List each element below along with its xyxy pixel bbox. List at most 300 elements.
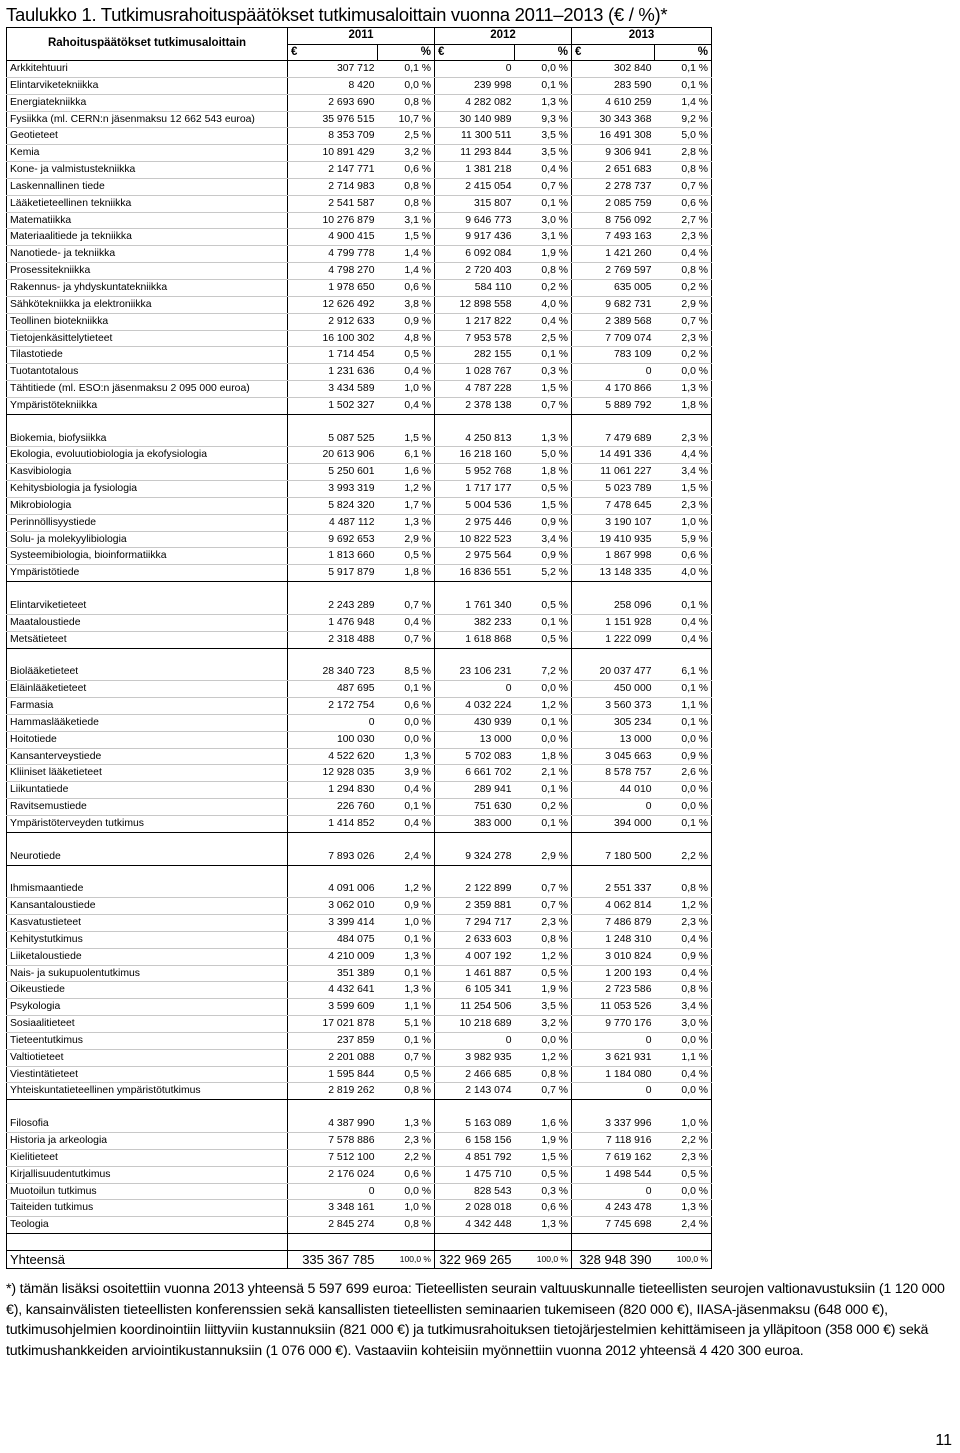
cell-pct-2013: 0,0 % bbox=[655, 1032, 712, 1049]
cell-pct-2013: 3,4 % bbox=[655, 464, 712, 481]
cell-pct-2013: 1,4 % bbox=[655, 94, 712, 111]
table-row bbox=[7, 765, 712, 782]
cell-pct-2012: 0,7 % bbox=[515, 898, 572, 915]
cell-eur-2011: 237 859 bbox=[288, 1032, 378, 1049]
table-row bbox=[7, 145, 712, 162]
cell-field-name: Kielitieteet bbox=[7, 1149, 288, 1166]
cell-eur-2011: 8 353 709 bbox=[288, 128, 378, 145]
cell-eur-2012: 2 415 054 bbox=[435, 178, 515, 195]
cell-field-name: Materiaalitiede ja tekniikka bbox=[7, 229, 288, 246]
spacer-cell bbox=[572, 1234, 655, 1251]
table-row bbox=[7, 464, 712, 481]
cell-eur-2011: 20 613 906 bbox=[288, 447, 378, 464]
group-spacer-row bbox=[7, 648, 712, 664]
cell-pct-2011: 0,8 % bbox=[378, 178, 435, 195]
cell-pct-2013: 1,1 % bbox=[655, 698, 712, 715]
cell-eur-2013: 1 867 998 bbox=[572, 548, 655, 565]
cell-pct-2013: 0,1 % bbox=[655, 815, 712, 832]
cell-pct-2012: 0,6 % bbox=[515, 1200, 572, 1217]
cell-eur-2012: 584 110 bbox=[435, 279, 515, 296]
cell-pct-2013: 0,0 % bbox=[655, 782, 712, 799]
cell-eur-2011: 4 210 009 bbox=[288, 948, 378, 965]
cell-eur-2013: 1 151 928 bbox=[572, 614, 655, 631]
table-row bbox=[7, 111, 712, 128]
table-row bbox=[7, 782, 712, 799]
table-row bbox=[7, 565, 712, 582]
cell-eur-2011: 4 798 270 bbox=[288, 263, 378, 280]
cell-field-name: Teologia bbox=[7, 1217, 288, 1234]
cell-pct-2012: 0,8 % bbox=[515, 263, 572, 280]
cell-eur-2013: 13 000 bbox=[572, 731, 655, 748]
total-eur-2011: 335 367 785 bbox=[288, 1250, 378, 1268]
cell-pct-2012: 0,1 % bbox=[515, 77, 572, 94]
cell-eur-2013: 394 000 bbox=[572, 815, 655, 832]
cell-eur-2011: 4 900 415 bbox=[288, 229, 378, 246]
cell-pct-2012: 3,4 % bbox=[515, 531, 572, 548]
cell-pct-2013: 2,3 % bbox=[655, 330, 712, 347]
cell-eur-2012: 6 661 702 bbox=[435, 765, 515, 782]
spacer-cell bbox=[378, 582, 435, 598]
cell-pct-2011: 1,0 % bbox=[378, 915, 435, 932]
cell-eur-2011: 3 399 414 bbox=[288, 915, 378, 932]
cell-eur-2012: 0 bbox=[435, 61, 515, 78]
spacer-cell bbox=[515, 582, 572, 598]
cell-pct-2012: 0,8 % bbox=[515, 931, 572, 948]
table-row bbox=[7, 999, 712, 1016]
cell-pct-2011: 0,6 % bbox=[378, 162, 435, 179]
cell-pct-2011: 0,5 % bbox=[378, 548, 435, 565]
cell-pct-2013: 0,6 % bbox=[655, 195, 712, 212]
cell-eur-2012: 5 004 536 bbox=[435, 497, 515, 514]
table-row bbox=[7, 330, 712, 347]
total-pct-2011: 100,0 % bbox=[378, 1250, 435, 1268]
cell-eur-2013: 0 bbox=[572, 1183, 655, 1200]
cell-eur-2013: 635 005 bbox=[572, 279, 655, 296]
cell-eur-2011: 4 432 641 bbox=[288, 982, 378, 999]
spacer-cell bbox=[7, 1234, 288, 1251]
table-row bbox=[7, 1183, 712, 1200]
cell-pct-2013: 0,4 % bbox=[655, 614, 712, 631]
spacer-cell bbox=[655, 865, 712, 881]
cell-eur-2011: 5 250 601 bbox=[288, 464, 378, 481]
table-row bbox=[7, 447, 712, 464]
cell-eur-2011: 17 021 878 bbox=[288, 1016, 378, 1033]
cell-field-name: Matematiikka bbox=[7, 212, 288, 229]
cell-eur-2011: 7 893 026 bbox=[288, 849, 378, 865]
cell-pct-2011: 0,1 % bbox=[378, 681, 435, 698]
table-row bbox=[7, 881, 712, 897]
cell-eur-2012: 828 543 bbox=[435, 1183, 515, 1200]
table-row bbox=[7, 815, 712, 832]
cell-eur-2012: 6 158 156 bbox=[435, 1133, 515, 1150]
cell-pct-2011: 0,1 % bbox=[378, 965, 435, 982]
cell-pct-2012: 3,5 % bbox=[515, 999, 572, 1016]
cell-eur-2013: 11 061 227 bbox=[572, 464, 655, 481]
cell-pct-2013: 4,0 % bbox=[655, 565, 712, 582]
cell-eur-2011: 1 231 636 bbox=[288, 364, 378, 381]
cell-eur-2012: 383 000 bbox=[435, 815, 515, 832]
cell-pct-2012: 0,7 % bbox=[515, 1083, 572, 1100]
cell-eur-2012: 5 702 083 bbox=[435, 748, 515, 765]
cell-pct-2012: 0,1 % bbox=[515, 195, 572, 212]
table-row bbox=[7, 748, 712, 765]
spacer-cell bbox=[7, 865, 288, 881]
cell-eur-2012: 16 218 160 bbox=[435, 447, 515, 464]
cell-eur-2012: 0 bbox=[435, 1032, 515, 1049]
spacer-cell bbox=[378, 1100, 435, 1116]
cell-eur-2011: 1 978 650 bbox=[288, 279, 378, 296]
cell-pct-2012: 2,5 % bbox=[515, 330, 572, 347]
cell-eur-2013: 0 bbox=[572, 364, 655, 381]
cell-pct-2012: 9,3 % bbox=[515, 111, 572, 128]
cell-pct-2011: 0,9 % bbox=[378, 313, 435, 330]
cell-eur-2012: 1 461 887 bbox=[435, 965, 515, 982]
cell-pct-2011: 1,5 % bbox=[378, 229, 435, 246]
table-row bbox=[7, 481, 712, 498]
cell-eur-2012: 1 381 218 bbox=[435, 162, 515, 179]
cell-pct-2013: 5,9 % bbox=[655, 531, 712, 548]
cell-eur-2013: 1 421 260 bbox=[572, 246, 655, 263]
cell-pct-2013: 2,3 % bbox=[655, 431, 712, 447]
spacer-cell bbox=[572, 865, 655, 881]
cell-pct-2011: 1,3 % bbox=[378, 982, 435, 999]
cell-eur-2012: 1 217 822 bbox=[435, 313, 515, 330]
table-row bbox=[7, 77, 712, 94]
cell-pct-2012: 0,3 % bbox=[515, 364, 572, 381]
cell-pct-2011: 1,5 % bbox=[378, 431, 435, 447]
table-row bbox=[7, 1116, 712, 1132]
cell-eur-2012: 2 359 881 bbox=[435, 898, 515, 915]
cell-pct-2013: 0,4 % bbox=[655, 931, 712, 948]
cell-pct-2012: 3,0 % bbox=[515, 212, 572, 229]
table-row bbox=[7, 229, 712, 246]
table-row bbox=[7, 849, 712, 865]
cell-pct-2011: 6,1 % bbox=[378, 447, 435, 464]
cell-eur-2013: 7 486 879 bbox=[572, 915, 655, 932]
spacer-cell bbox=[7, 832, 288, 848]
table-row bbox=[7, 1149, 712, 1166]
cell-pct-2013: 0,8 % bbox=[655, 982, 712, 999]
cell-eur-2011: 5 917 879 bbox=[288, 565, 378, 582]
cell-eur-2012: 6 092 084 bbox=[435, 246, 515, 263]
cell-pct-2012: 0,9 % bbox=[515, 548, 572, 565]
spacer-cell bbox=[655, 1234, 712, 1251]
cell-pct-2011: 0,7 % bbox=[378, 631, 435, 648]
cell-eur-2012: 4 787 228 bbox=[435, 381, 515, 398]
spacer-cell bbox=[435, 648, 515, 664]
cell-pct-2013: 0,1 % bbox=[655, 61, 712, 78]
cell-field-name: Hoitotiede bbox=[7, 731, 288, 748]
cell-pct-2011: 0,0 % bbox=[378, 731, 435, 748]
table-row bbox=[7, 364, 712, 381]
cell-pct-2011: 5,1 % bbox=[378, 1016, 435, 1033]
cell-pct-2012: 1,6 % bbox=[515, 1116, 572, 1132]
cell-pct-2011: 2,2 % bbox=[378, 1149, 435, 1166]
cell-field-name: Kemia bbox=[7, 145, 288, 162]
cell-field-name: Taiteiden tutkimus bbox=[7, 1200, 288, 1217]
cell-eur-2013: 3 010 824 bbox=[572, 948, 655, 965]
cell-field-name: Rakennus- ja yhdyskuntatekniikka bbox=[7, 279, 288, 296]
cell-eur-2011: 2 693 690 bbox=[288, 94, 378, 111]
cell-pct-2011: 0,4 % bbox=[378, 364, 435, 381]
cell-eur-2013: 1 498 544 bbox=[572, 1166, 655, 1183]
spacer-cell bbox=[515, 1100, 572, 1116]
cell-eur-2013: 3 190 107 bbox=[572, 514, 655, 531]
cell-field-name: Tuotantotalous bbox=[7, 364, 288, 381]
cell-eur-2011: 2 172 754 bbox=[288, 698, 378, 715]
cell-eur-2011: 4 799 778 bbox=[288, 246, 378, 263]
cell-pct-2011: 0,5 % bbox=[378, 1066, 435, 1083]
cell-pct-2012: 2,3 % bbox=[515, 915, 572, 932]
cell-eur-2013: 5 023 789 bbox=[572, 481, 655, 498]
cell-eur-2012: 289 941 bbox=[435, 782, 515, 799]
spacer-cell bbox=[7, 648, 288, 664]
cell-eur-2013: 3 337 996 bbox=[572, 1116, 655, 1132]
cell-eur-2012: 11 254 506 bbox=[435, 999, 515, 1016]
cell-pct-2013: 0,4 % bbox=[655, 1066, 712, 1083]
cell-eur-2012: 282 155 bbox=[435, 347, 515, 364]
cell-field-name: Kasvibiologia bbox=[7, 464, 288, 481]
table-row bbox=[7, 1200, 712, 1217]
spacer-cell bbox=[7, 1100, 288, 1116]
cell-pct-2012: 0,7 % bbox=[515, 881, 572, 897]
table-body bbox=[7, 61, 712, 1269]
cell-eur-2013: 2 389 568 bbox=[572, 313, 655, 330]
cell-eur-2012: 4 032 224 bbox=[435, 698, 515, 715]
cell-pct-2011: 1,8 % bbox=[378, 565, 435, 582]
cell-eur-2011: 226 760 bbox=[288, 799, 378, 816]
cell-field-name: Hammaslääketiede bbox=[7, 714, 288, 731]
table-row bbox=[7, 1032, 712, 1049]
cell-pct-2011: 1,7 % bbox=[378, 497, 435, 514]
spacer-cell bbox=[515, 865, 572, 881]
table-row bbox=[7, 94, 712, 111]
cell-pct-2013: 2,6 % bbox=[655, 765, 712, 782]
cell-pct-2013: 2,3 % bbox=[655, 229, 712, 246]
cell-pct-2012: 7,2 % bbox=[515, 664, 572, 680]
spacer-cell bbox=[515, 832, 572, 848]
cell-pct-2012: 0,8 % bbox=[515, 1066, 572, 1083]
cell-pct-2013: 0,4 % bbox=[655, 965, 712, 982]
cell-pct-2012: 5,2 % bbox=[515, 565, 572, 582]
group-spacer-row bbox=[7, 414, 712, 430]
cell-pct-2011: 0,8 % bbox=[378, 1083, 435, 1100]
cell-eur-2011: 7 512 100 bbox=[288, 1149, 378, 1166]
cell-eur-2012: 5 163 089 bbox=[435, 1116, 515, 1132]
cell-pct-2011: 1,0 % bbox=[378, 381, 435, 398]
cell-eur-2012: 1 761 340 bbox=[435, 598, 515, 614]
cell-eur-2012: 2 975 564 bbox=[435, 548, 515, 565]
cell-field-name: Solu- ja molekyylibiologia bbox=[7, 531, 288, 548]
cell-field-name: Nanotiede- ja tekniikka bbox=[7, 246, 288, 263]
table-row bbox=[7, 162, 712, 179]
cell-pct-2013: 1,1 % bbox=[655, 1049, 712, 1066]
cell-pct-2012: 1,2 % bbox=[515, 698, 572, 715]
cell-field-name: Energiatekniikka bbox=[7, 94, 288, 111]
cell-pct-2012: 5,0 % bbox=[515, 447, 572, 464]
cell-pct-2012: 0,0 % bbox=[515, 681, 572, 698]
spacer-cell bbox=[435, 414, 515, 430]
cell-pct-2011: 1,6 % bbox=[378, 464, 435, 481]
cell-field-name: Eläinlääketieteet bbox=[7, 681, 288, 698]
cell-eur-2011: 2 147 771 bbox=[288, 162, 378, 179]
cell-pct-2012: 1,3 % bbox=[515, 1217, 572, 1234]
cell-pct-2011: 0,6 % bbox=[378, 279, 435, 296]
cell-field-name: Perinnöllisyystiede bbox=[7, 514, 288, 531]
header-eur-2011: € bbox=[288, 44, 378, 61]
cell-pct-2011: 0,8 % bbox=[378, 195, 435, 212]
table-row bbox=[7, 1133, 712, 1150]
cell-eur-2011: 2 318 488 bbox=[288, 631, 378, 648]
cell-eur-2011: 1 414 852 bbox=[288, 815, 378, 832]
table-row bbox=[7, 1016, 712, 1033]
spacer-cell bbox=[572, 648, 655, 664]
cell-eur-2013: 7 619 162 bbox=[572, 1149, 655, 1166]
cell-pct-2011: 0,8 % bbox=[378, 1217, 435, 1234]
cell-eur-2011: 12 626 492 bbox=[288, 296, 378, 313]
cell-eur-2013: 1 200 193 bbox=[572, 965, 655, 982]
table-row bbox=[7, 313, 712, 330]
cell-eur-2012: 9 646 773 bbox=[435, 212, 515, 229]
cell-pct-2011: 0,9 % bbox=[378, 898, 435, 915]
cell-pct-2011: 0,6 % bbox=[378, 698, 435, 715]
cell-field-name: Teollinen biotekniikka bbox=[7, 313, 288, 330]
spacer-cell bbox=[7, 582, 288, 598]
cell-eur-2012: 1 618 868 bbox=[435, 631, 515, 648]
cell-eur-2012: 13 000 bbox=[435, 731, 515, 748]
cell-eur-2012: 2 378 138 bbox=[435, 397, 515, 414]
table-row bbox=[7, 1217, 712, 1234]
cell-field-name: Kliiniset lääketieteet bbox=[7, 765, 288, 782]
cell-eur-2012: 5 952 768 bbox=[435, 464, 515, 481]
cell-pct-2013: 0,8 % bbox=[655, 162, 712, 179]
cell-eur-2013: 2 085 759 bbox=[572, 195, 655, 212]
cell-pct-2012: 1,3 % bbox=[515, 94, 572, 111]
cell-eur-2013: 4 170 866 bbox=[572, 381, 655, 398]
cell-pct-2013: 0,0 % bbox=[655, 364, 712, 381]
cell-pct-2013: 2,2 % bbox=[655, 849, 712, 865]
cell-eur-2013: 44 010 bbox=[572, 782, 655, 799]
cell-eur-2013: 13 148 335 bbox=[572, 565, 655, 582]
cell-eur-2013: 7 118 916 bbox=[572, 1133, 655, 1150]
cell-pct-2012: 0,7 % bbox=[515, 178, 572, 195]
cell-eur-2013: 4 610 259 bbox=[572, 94, 655, 111]
cell-pct-2011: 1,2 % bbox=[378, 881, 435, 897]
table-row bbox=[7, 799, 712, 816]
cell-eur-2013: 16 491 308 bbox=[572, 128, 655, 145]
cell-eur-2013: 450 000 bbox=[572, 681, 655, 698]
cell-eur-2011: 1 476 948 bbox=[288, 614, 378, 631]
cell-eur-2011: 2 819 262 bbox=[288, 1083, 378, 1100]
cell-pct-2012: 1,5 % bbox=[515, 1149, 572, 1166]
cell-field-name: Elintarviketekniikka bbox=[7, 77, 288, 94]
cell-pct-2012: 0,3 % bbox=[515, 1183, 572, 1200]
cell-eur-2011: 3 062 010 bbox=[288, 898, 378, 915]
cell-eur-2012: 7 953 578 bbox=[435, 330, 515, 347]
cell-pct-2012: 1,2 % bbox=[515, 948, 572, 965]
header-year-2013: 2013 bbox=[572, 28, 712, 45]
spacer-cell bbox=[435, 1234, 515, 1251]
spacer-cell bbox=[7, 414, 288, 430]
spacer-cell bbox=[655, 1100, 712, 1116]
cell-field-name: Prosessitekniikka bbox=[7, 263, 288, 280]
cell-eur-2011: 1 502 327 bbox=[288, 397, 378, 414]
cell-eur-2012: 2 466 685 bbox=[435, 1066, 515, 1083]
cell-pct-2012: 1,9 % bbox=[515, 246, 572, 263]
cell-eur-2012: 1 717 177 bbox=[435, 481, 515, 498]
table-row bbox=[7, 128, 712, 145]
cell-eur-2011: 1 813 660 bbox=[288, 548, 378, 565]
cell-field-name: Geotieteet bbox=[7, 128, 288, 145]
cell-eur-2013: 19 410 935 bbox=[572, 531, 655, 548]
group-spacer-row bbox=[7, 582, 712, 598]
cell-field-name: Ympäristötekniikka bbox=[7, 397, 288, 414]
cell-pct-2013: 0,5 % bbox=[655, 1166, 712, 1183]
cell-pct-2013: 0,9 % bbox=[655, 948, 712, 965]
cell-pct-2011: 2,5 % bbox=[378, 128, 435, 145]
cell-eur-2011: 307 712 bbox=[288, 61, 378, 78]
spacer-cell bbox=[288, 865, 378, 881]
cell-pct-2012: 0,5 % bbox=[515, 481, 572, 498]
cell-pct-2013: 1,0 % bbox=[655, 514, 712, 531]
cell-eur-2012: 12 898 558 bbox=[435, 296, 515, 313]
cell-pct-2013: 5,0 % bbox=[655, 128, 712, 145]
cell-eur-2013: 7 745 698 bbox=[572, 1217, 655, 1234]
cell-field-name: Kansanterveystiede bbox=[7, 748, 288, 765]
table-row bbox=[7, 1049, 712, 1066]
spacer-cell bbox=[572, 832, 655, 848]
table-row bbox=[7, 1083, 712, 1100]
cell-eur-2012: 239 998 bbox=[435, 77, 515, 94]
cell-eur-2013: 7 709 074 bbox=[572, 330, 655, 347]
cell-pct-2011: 0,1 % bbox=[378, 931, 435, 948]
cell-eur-2013: 1 248 310 bbox=[572, 931, 655, 948]
cell-eur-2013: 7 493 163 bbox=[572, 229, 655, 246]
cell-pct-2012: 0,4 % bbox=[515, 313, 572, 330]
cell-pct-2011: 0,1 % bbox=[378, 61, 435, 78]
cell-eur-2011: 2 541 587 bbox=[288, 195, 378, 212]
cell-field-name: Fysiikka (ml. CERN:n jäsenmaksu 12 662 543 euroa) bbox=[7, 111, 288, 128]
cell-field-name: Tietojenkäsittelytieteet bbox=[7, 330, 288, 347]
cell-eur-2012: 11 300 511 bbox=[435, 128, 515, 145]
cell-eur-2012: 9 324 278 bbox=[435, 849, 515, 865]
cell-pct-2013: 1,0 % bbox=[655, 1116, 712, 1132]
cell-pct-2011: 0,4 % bbox=[378, 397, 435, 414]
cell-eur-2013: 3 560 373 bbox=[572, 698, 655, 715]
cell-pct-2012: 1,5 % bbox=[515, 381, 572, 398]
cell-pct-2011: 3,8 % bbox=[378, 296, 435, 313]
cell-eur-2013: 4 243 478 bbox=[572, 1200, 655, 1217]
cell-eur-2012: 315 807 bbox=[435, 195, 515, 212]
cell-pct-2013: 0,4 % bbox=[655, 631, 712, 648]
cell-eur-2011: 487 695 bbox=[288, 681, 378, 698]
spacer-cell bbox=[655, 832, 712, 848]
table-row bbox=[7, 279, 712, 296]
cell-pct-2013: 0,0 % bbox=[655, 731, 712, 748]
cell-field-name: Kansantaloustiede bbox=[7, 898, 288, 915]
header-eur-2013: € bbox=[572, 44, 655, 61]
cell-field-name: Nais- ja sukupuolentutkimus bbox=[7, 965, 288, 982]
cell-field-name: Kehitystutkimus bbox=[7, 931, 288, 948]
cell-field-name: Filosofia bbox=[7, 1116, 288, 1132]
cell-field-name: Muotoilun tutkimus bbox=[7, 1183, 288, 1200]
cell-field-name: Kirjallisuudentutkimus bbox=[7, 1166, 288, 1183]
table-row bbox=[7, 948, 712, 965]
cell-eur-2013: 2 769 597 bbox=[572, 263, 655, 280]
cell-eur-2013: 783 109 bbox=[572, 347, 655, 364]
cell-pct-2013: 2,3 % bbox=[655, 1149, 712, 1166]
spacer-cell bbox=[288, 832, 378, 848]
